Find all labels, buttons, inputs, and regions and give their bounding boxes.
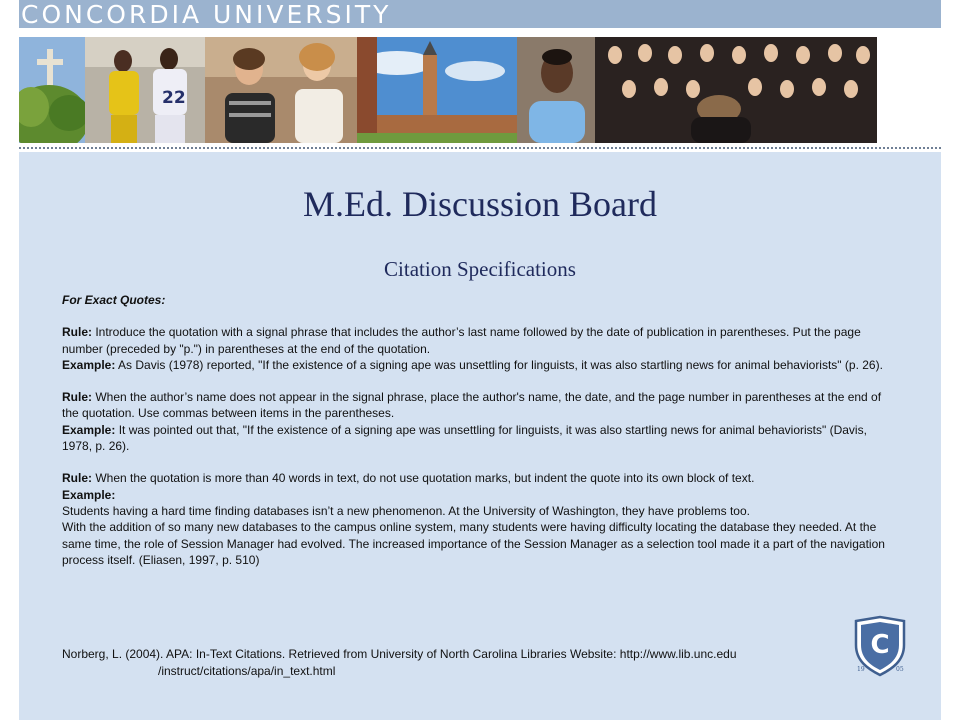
- seal-year-left: 19: [857, 666, 865, 673]
- rule-1: [62, 324, 892, 357]
- campus-cross-photo: [19, 37, 85, 143]
- block-quote-line-1: Students having a hard time finding databases isn’t a new phenomenon. At the University of Washington, they have problems too.: [62, 503, 750, 518]
- rule-1-text: Introduce the quotation with a signal phrase that includes the author’s last name followed by the date of publication in parentheses. Put the page number (preceded by "p.") in parentheses at the end of the quotation.: [62, 325, 861, 356]
- example-2-text: It was pointed out that, "If the existence of a signing ape was unsettling for linguists, it was also startling news for animal behaviorists" (Davis, 1978, p. 26).: [62, 422, 867, 454]
- rule-label: Rule:: [62, 390, 92, 405]
- example-label: Example:: [62, 487, 116, 502]
- svg-text:22: 22: [162, 88, 186, 108]
- example-1-text: As Davis (1978) reported, "If the existence of a signing ape was unsettling for linguists, it was also startling news for animal behaviorists" (p. 26).: [118, 357, 883, 372]
- basketball-photo: [85, 37, 205, 143]
- reference-citation: [62, 646, 832, 680]
- choir-photo: [595, 37, 877, 143]
- rule-label: Rule:: [62, 471, 92, 486]
- section-heading: For Exact Quotes:: [62, 293, 166, 307]
- block-quote-line-2: With the addition of so many new databases to the campus online system, many students were having difficulty locating the database they needed. At the same time, the role of Session Manager had evolved. The increased importance of the Session Manager as a selection tool made it a part of the navigation process itself. (Eliasen, 1997, p. 510): [62, 520, 885, 567]
- citation-body: [62, 292, 892, 568]
- example-2: [62, 422, 892, 455]
- campus-tower-photo: [357, 37, 517, 143]
- rule-2-text: When the author’s name does not appear in the signal phrase, place the author's name, the date, and the page number in parentheses at the end of the quotation. Use commas between items in the parentheses.: [62, 390, 882, 421]
- photo-strip: [19, 37, 941, 143]
- divider: [19, 147, 941, 149]
- rule-2: [62, 389, 892, 422]
- rule-3: [62, 470, 892, 486]
- page-subtitle: Citation Specifications: [384, 257, 576, 281]
- university-seal-icon: [852, 615, 908, 677]
- rule-label: Rule:: [62, 325, 92, 340]
- example-label: Example:: [62, 422, 116, 437]
- reference-line-1: Norberg, L. (2004). APA: In-Text Citations. Retrieved from University of North Carolina Libraries Website: http://www.lib.unc.edu: [62, 647, 737, 661]
- seal-letter: C: [870, 630, 890, 660]
- seal-year-right: 05: [896, 666, 904, 673]
- example-label: Example:: [62, 357, 116, 372]
- reference-line-2: /instruct/citations/apa/in_text.html: [158, 664, 336, 678]
- header-bar: [19, 0, 941, 28]
- page-title: M.Ed. Discussion Board: [303, 184, 657, 224]
- example-1: [62, 357, 892, 373]
- students-computer-photo: [205, 37, 357, 143]
- rule-3-text: When the quotation is more than 40 words in text, do not use quotation marks, but indent the quote into its own block of text.: [95, 471, 755, 486]
- institution-name: CONCORDIA UNIVERSITY: [21, 0, 392, 29]
- student-portrait-photo: [517, 37, 595, 143]
